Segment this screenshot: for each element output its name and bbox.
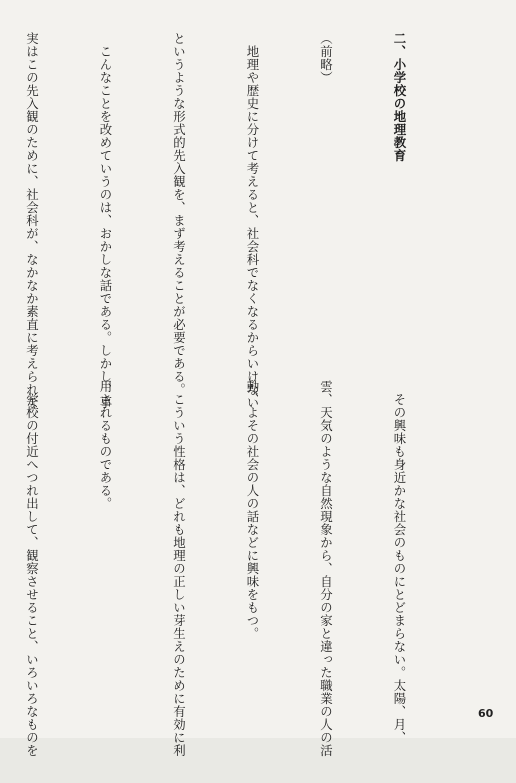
text-line: こういう性格は、どれも地理の正しい芽生えのために有効に利 bbox=[171, 380, 187, 757]
page-number: 60 bbox=[478, 707, 494, 720]
bottom-text-block bbox=[24, 380, 460, 757]
text-line: というような形式的先入観を、まず考えることが必要である。 bbox=[171, 32, 187, 396]
text-line: 用されるものである。 bbox=[98, 380, 113, 510]
top-text-block bbox=[24, 32, 460, 409]
text-line: 雲、天気のような自然現象から、自分の家と違った職業の人の活 bbox=[318, 380, 334, 757]
section-heading: 二、小学校の地理教育 bbox=[392, 32, 407, 162]
text-line: 学校の付近へつれ出して、観察させること、いろいろなものを bbox=[24, 380, 40, 757]
text-line: 実はこの先入観のために、社会科が、なかなか素直に考えられな bbox=[24, 32, 40, 409]
text-line: 動、よその社会の人の話などに興味をもつ。 bbox=[245, 380, 260, 640]
omission-note: （前略） bbox=[318, 32, 334, 84]
text-line: その興味も身近かな社会のものにとどまらない。太陽、月、 bbox=[392, 380, 407, 744]
text-line: こんなことを改めていうのは、おかしな話である。しかし、事 bbox=[98, 32, 113, 409]
text-line: 地理や歴史に分けて考えると、社会科でなくなるからいけない bbox=[245, 32, 260, 409]
